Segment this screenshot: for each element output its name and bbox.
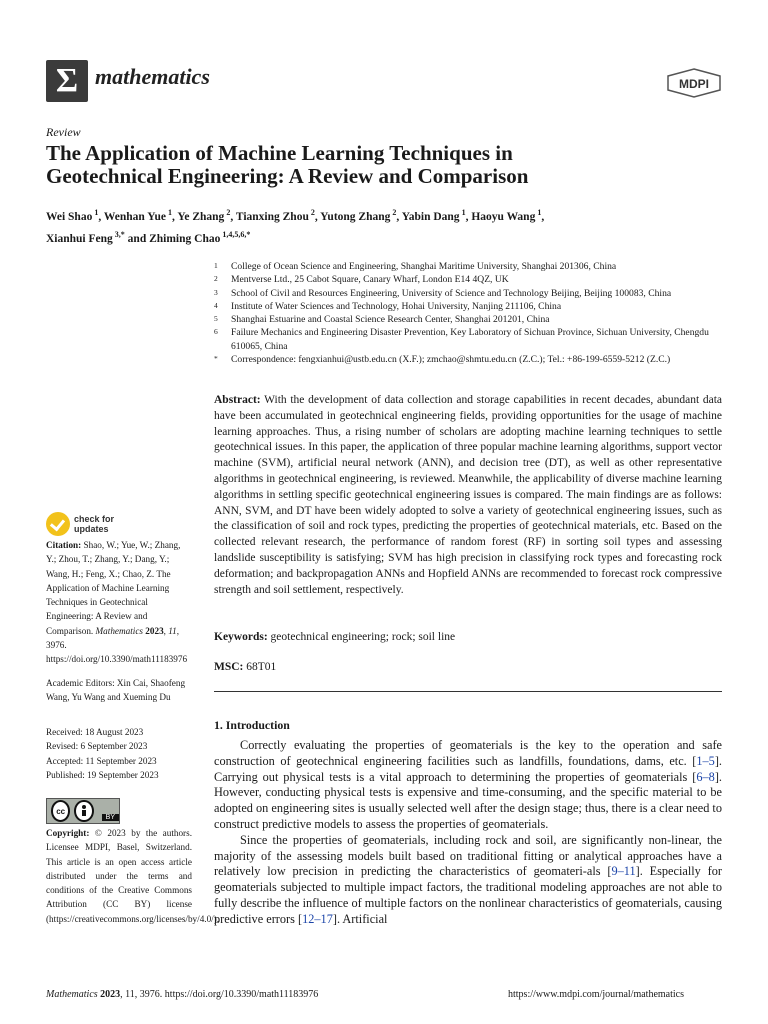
affiliation-text: College of Ocean Science and Engineering, Shanghai Maritime University, Shanghai 201306, China bbox=[231, 261, 617, 272]
author-name[interactable]: Ye Zhang bbox=[177, 210, 225, 223]
affiliation-text: Correspondence: fengxianhui@ustb.edu.cn (X.F.); zmchao@shmtu.edu.cn (Z.C.); Tel.: +86-199-6559-5212 (Z.C.) bbox=[231, 354, 671, 366]
msc bbox=[214, 661, 722, 673]
paragraph-1: Correctly evaluating the properties of geomaterials is the key to the operation and safe construction of geotechnical engineering facilities such as landfills, foundations, dams, etc. [1–5]. Carrying out physical tests is a vital approach to determining the properties of geomaterials [6–8]. However, conducting physical tests is expensive and time-consuming, and the specific material to be adopted on engineering sites is usually selected well after the design stage; thus, there is a clear need to construct predictive models to assess the properties of geomaterials. bbox=[214, 738, 722, 831]
introduction-body bbox=[214, 738, 722, 928]
person-icon bbox=[74, 800, 93, 822]
affiliation-number: 6 bbox=[214, 327, 218, 337]
citation-label: Citation: bbox=[46, 540, 82, 550]
citation-volume: 11 bbox=[168, 625, 177, 636]
page-title bbox=[46, 142, 726, 188]
accepted-date: Accepted: 11 September 2023 bbox=[46, 755, 157, 766]
copyright-text: © 2023 by the authors. Licensee MDPI, Basel, Switzerland. This article is an open access article distributed under the terms and conditions of the Creative Commons Attribution (CC BY) license (https://creativecommons.org/licenses/by/4.0/). bbox=[46, 828, 220, 924]
check-updates-line-1: check for bbox=[74, 514, 115, 524]
checkmark-icon bbox=[46, 512, 70, 536]
author-name[interactable]: Wenhan Yue bbox=[103, 210, 166, 223]
reference-link[interactable]: 9–11 bbox=[611, 864, 636, 879]
affiliation-list bbox=[214, 260, 734, 366]
author-affiliation-marker: 2 bbox=[308, 208, 315, 217]
cc-icon: cc bbox=[51, 800, 70, 822]
affiliation-number: 4 bbox=[214, 300, 218, 310]
mdpi-logo-text: MDPI bbox=[679, 77, 709, 91]
footer-citation bbox=[46, 989, 318, 1000]
citation-journal: Mathematics bbox=[95, 625, 143, 636]
academic-editors: Academic Editors: Xin Cai, Shaofeng Wang, Yu Wang and Xueming Du bbox=[46, 678, 186, 703]
author-name[interactable]: Tianxing Zhou bbox=[235, 210, 309, 223]
title-line-1: The Application of Machine Learning Techniques in bbox=[46, 141, 513, 165]
affiliation-item bbox=[214, 260, 734, 273]
cc-by-license-icon[interactable] bbox=[46, 798, 120, 824]
citation-doi-link[interactable]: 3976. https://doi.org/10.3390/math11183976 bbox=[46, 640, 188, 665]
affiliation-text: Failure Mechanics and Engineering Disaster Prevention, Key Laboratory of Sichuan Province, Sichuan University, Chengdu 610065, China bbox=[231, 327, 709, 352]
publication-dates bbox=[46, 725, 192, 782]
affiliation-text: Institute of Water Sciences and Technology, Hohai University, Nanjing 211106, China bbox=[231, 300, 562, 312]
reference-link[interactable]: 12–17 bbox=[302, 911, 333, 926]
keywords-text: geotechnical engineering; rock; soil line bbox=[270, 631, 456, 643]
author-affiliation-marker: 1,4,5,6,* bbox=[220, 229, 251, 239]
affiliation-item bbox=[214, 273, 734, 286]
keywords bbox=[214, 631, 722, 643]
author-affiliation-marker: 1 bbox=[535, 208, 542, 217]
citation-text: Shao, W.; Yue, W.; Zhang, Y.; Zhou, T.; Zhang, Y.; Dang, Y.; Wang, H.; Feng, X.; Chao, Z. The Application of Machine Learning Techniques in Geotechnical Engineering: A Review and Comparison. bbox=[46, 540, 181, 636]
author-affiliation-marker: 1 bbox=[166, 208, 172, 217]
section-heading: 1. Introduction bbox=[214, 718, 290, 732]
title-line-2: Geotechnical Engineering: A Review and Comparison bbox=[46, 164, 529, 188]
copyright-notice bbox=[46, 826, 220, 926]
affiliation-number: 3 bbox=[214, 287, 218, 297]
abstract-text: With the development of data collection and storage capabilities in recent decades, abundant data have been accumulated in geotechnical engineering fields, providing opportunities for the usage of machine learning approaches. Thus, a rising number of scholars are adopting machine learning techniques to settle geotechnical issues. In this paper, the application of three popular machine learning algorithms, support vector machine (SVM), artificial neural network (ANN), and decision tree (DT), as well as other representative algorithms in geotechnical engineering, is reviewed. Meanwhile, the applicability of diverse machine learning algorithms in settling specific geotechnical engineering issues is compared. The main findings are as follows: ANN, SVM, and DT have been widely adopted to solve a variety of geotechnical engineering issues, such as the classification of soil and rock types, predicting the properties of geotechnical materials, etc. Based on the collected relevant research, the performance of random forest (RF) in sorting soil types and assessing landslide susceptibility is satisfying; SVM has high precision in classifying rock types and forecasting rock deformation; and backpropagation ANNs and Hopfield ANNs are recommended to forecast rock compressive strength and soil settlement, respectively. bbox=[214, 394, 722, 596]
section-divider bbox=[214, 691, 722, 692]
mdpi-logo-icon[interactable] bbox=[666, 68, 722, 103]
affiliation-text: Shanghai Estuarine and Coastal Science Research Center, Shanghai 201201, China bbox=[231, 314, 550, 326]
author-name[interactable]: Zhiming Chao bbox=[149, 232, 221, 245]
check-updates-line-2: updates bbox=[74, 524, 109, 534]
affiliation-number: 5 bbox=[214, 314, 218, 324]
revised-date: Revised: 6 September 2023 bbox=[46, 741, 148, 752]
msc-text: 68T01 bbox=[246, 661, 277, 673]
affiliation-number: 2 bbox=[214, 274, 218, 284]
affiliation-item bbox=[214, 313, 734, 326]
reference-link[interactable]: 1–5 bbox=[696, 753, 715, 768]
author-affiliation-marker: 3,* bbox=[112, 229, 125, 239]
citation-year: 2023 bbox=[145, 625, 164, 636]
author-affiliation-marker: 2 bbox=[390, 208, 397, 217]
affiliation-item bbox=[214, 300, 734, 313]
sigma-symbol: Σ bbox=[55, 62, 79, 99]
author-name[interactable]: Xianhui Feng bbox=[46, 232, 113, 245]
keywords-label: Keywords: bbox=[214, 631, 268, 643]
footer-journal-url[interactable]: https://www.mdpi.com/journal/mathematics bbox=[508, 989, 684, 1000]
reference-link[interactable]: 6–8 bbox=[696, 769, 715, 784]
affiliation-item bbox=[214, 326, 734, 353]
affiliation-item bbox=[214, 353, 734, 366]
author-affiliation-marker: 1 bbox=[92, 208, 99, 217]
journal-logo-icon bbox=[46, 60, 88, 102]
check-for-updates-button[interactable] bbox=[46, 512, 114, 536]
author-name[interactable]: Wei Shao bbox=[46, 210, 93, 223]
affiliation-number: 1 bbox=[214, 261, 218, 270]
cc-by-label: BY bbox=[102, 814, 119, 821]
footer-citation-rest[interactable]: , 11, 3976. https://doi.org/10.3390/math11183976 bbox=[120, 989, 319, 1000]
author-list: Wei Shao $^1$, Wenhan Yue $^1$, Ye Zhang $^2$, Tianxing Zhou $^2$, Yutong Zhang $^2$, Yabin Dang $^1$, Haoyu Wang $^1$, Xianhui Feng $^{3,*}$ and Zhiming Chao $^{1,4,5,6,*}$ bbox=[46, 208, 545, 245]
journal-name: mathematics bbox=[95, 64, 210, 89]
author-name[interactable]: Yabin Dang bbox=[401, 210, 460, 223]
author-name[interactable]: Haoyu Wang bbox=[471, 210, 536, 223]
author-affiliation-marker: 2 bbox=[224, 208, 231, 217]
paragraph-2: Since the properties of geomaterials, including rock and soil, are significantly non-linear, the majority of the assessing models built based on traditional fitting or analytical approaches have a relatively low precision in predicting the characteristics of geomateri-als [9–11]. Especially for geomaterials subjected to multiple impact factors, the traditional modeling approaches are not able to fully describe the influence of multiple factors on the nonlinear characteristics of geomaterials, causing predictive errors [12–17]. Artificial bbox=[214, 832, 722, 926]
affiliation-text: Mentverse Ltd., 25 Cabot Square, Canary Wharf, London E14 4QZ, UK bbox=[231, 274, 509, 286]
msc-label: MSC: bbox=[214, 661, 244, 673]
footer-year: 2023 bbox=[100, 989, 121, 1000]
published-date: Published: 19 September 2023 bbox=[46, 769, 159, 780]
affiliation-item bbox=[214, 287, 734, 300]
author-affiliation-marker: 1 bbox=[459, 208, 466, 217]
affiliation-number: * bbox=[214, 354, 218, 364]
copyright-label: Copyright: bbox=[46, 828, 90, 838]
abstract bbox=[214, 393, 722, 598]
received-date: Received: 18 August 2023 bbox=[46, 727, 144, 737]
abstract-label: Abstract: bbox=[214, 394, 261, 406]
citation: Citation: Shao, W.; Yue, W.; Zhang, Y.; Zhou, T.; Zhang, Y.; Dang, Y.; Wang, H.; Feng, X.; Chao, Z. The Application of Machine Learning Techniques in Geotechnical Engineering: A Review and Comparison. Mathematics 2023, 11, 3976. https://doi.org/10.3390/math11183976 bbox=[46, 540, 188, 665]
footer-journal: Mathematics bbox=[46, 989, 98, 1000]
article-type: Review bbox=[46, 125, 81, 139]
author-name[interactable]: Yutong Zhang bbox=[320, 210, 391, 223]
affiliation-text: School of Civil and Resources Engineering, University of Science and Technology Beijing, Beijing 100083, China bbox=[231, 287, 672, 299]
